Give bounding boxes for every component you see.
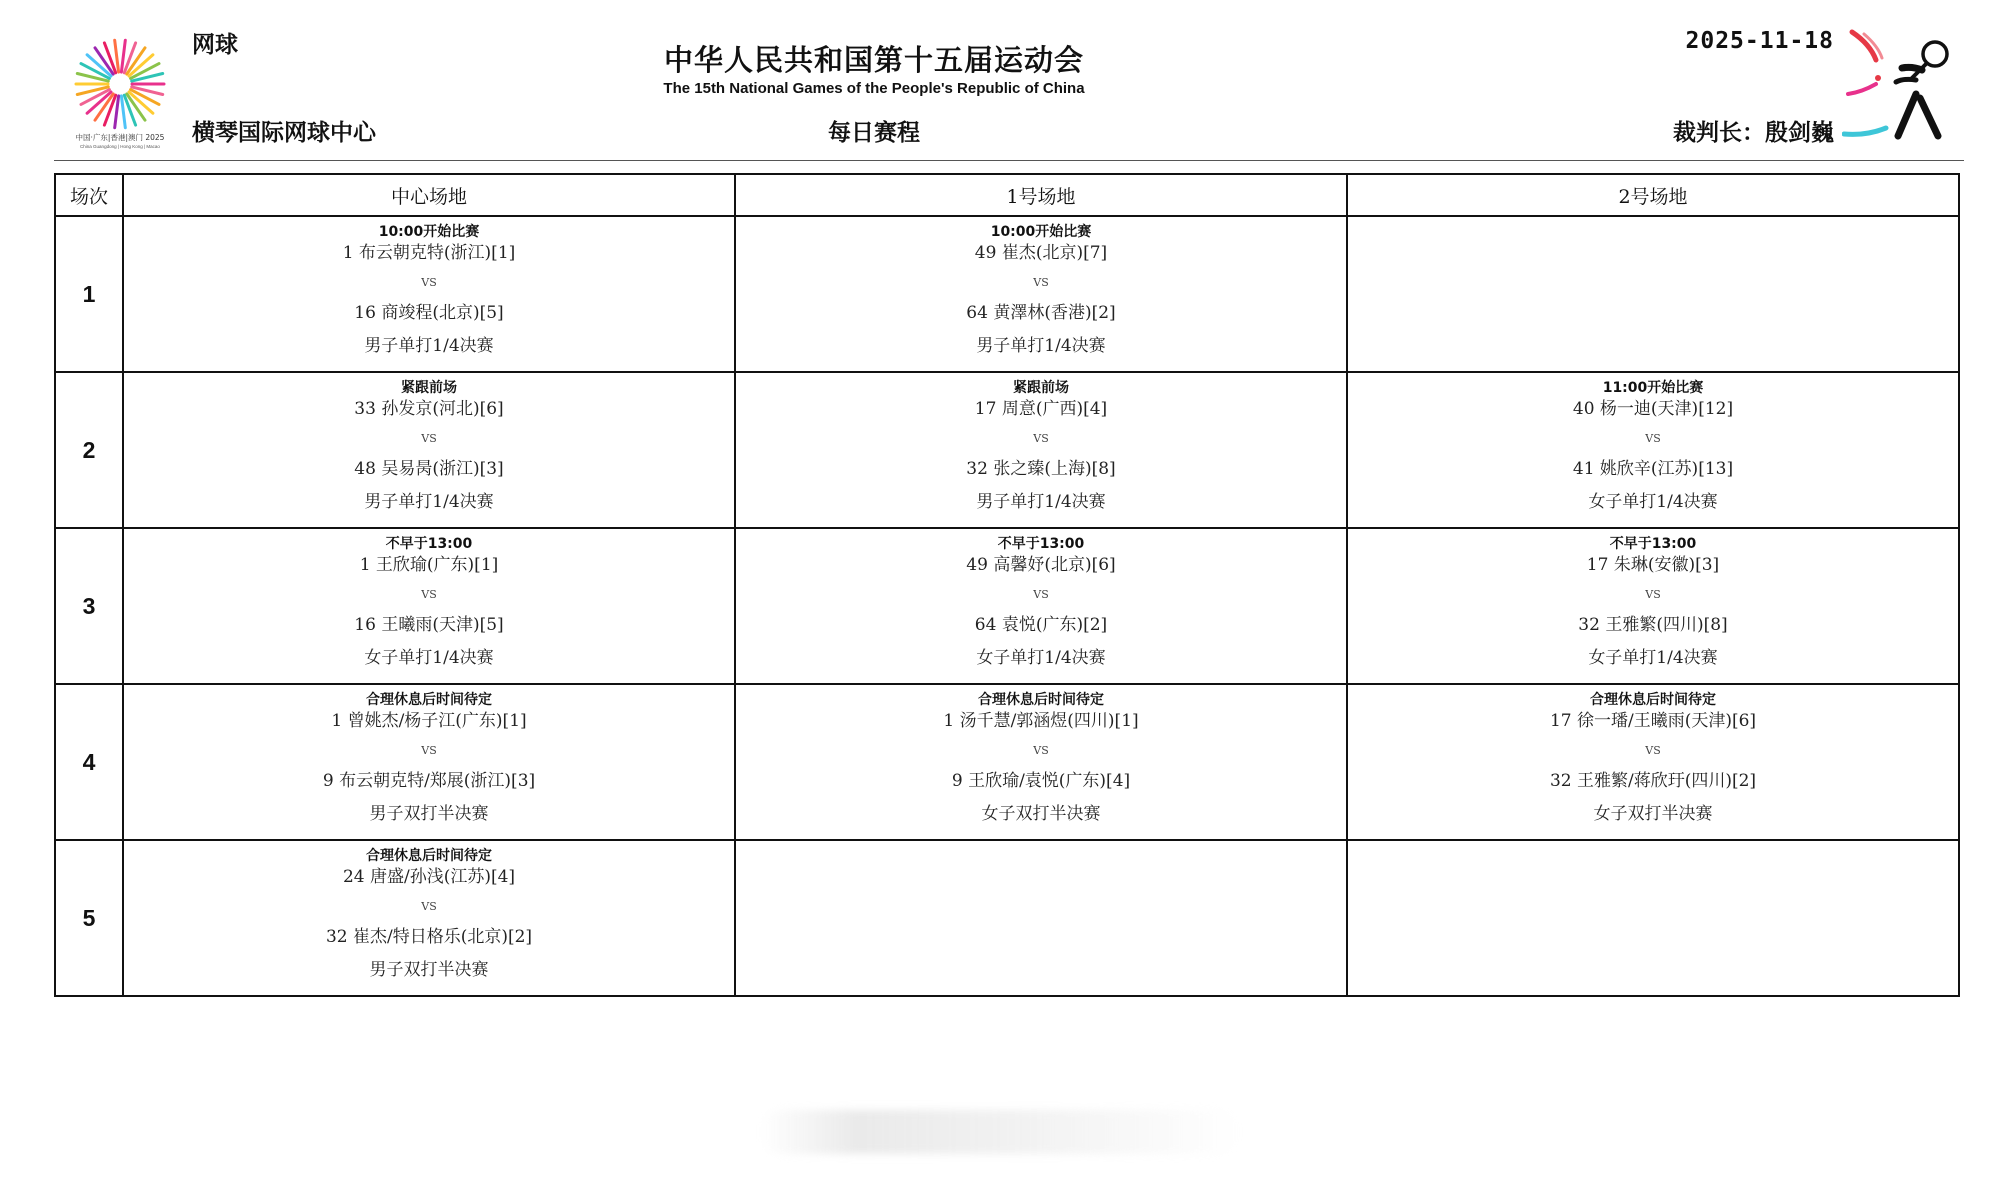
- match-cell: [1347, 372, 1959, 528]
- player-2: [736, 925, 1346, 949]
- round-number: 1: [55, 216, 123, 372]
- match-time: [1348, 217, 1958, 241]
- versus-label: VS: [421, 588, 437, 601]
- title-english: The 15th National Games of the People's Republic of China: [663, 80, 1085, 97]
- match-cell: [1347, 684, 1959, 840]
- logo-petal: [121, 40, 125, 72]
- event-name: 男子单打1/4决赛: [364, 336, 494, 356]
- event-name: 男子单打1/4决赛: [364, 492, 494, 512]
- versus-label: VS: [421, 900, 437, 913]
- player-1: 40 杨一迪(天津)[12]: [1572, 399, 1734, 419]
- versus-label: VS: [421, 744, 437, 757]
- column-header-court-1: 1号场地: [735, 174, 1347, 216]
- player-2: 64 黄澤林(香港)[2]: [966, 303, 1116, 323]
- player-1: [1348, 241, 1958, 265]
- player-1: 17 周意(广西)[4]: [974, 399, 1108, 419]
- match-time: 合理休息后时间待定: [1590, 692, 1716, 708]
- match-time: 10:00开始比赛: [378, 224, 480, 240]
- title-chinese: 中华人民共和国第十五届运动会: [663, 43, 1084, 77]
- match-info: [736, 373, 1346, 527]
- table-row: [55, 684, 1959, 840]
- match-cell: [735, 684, 1347, 840]
- player-1: 1 汤千慧/郭涵煜(四川)[1]: [943, 711, 1139, 731]
- match-time: 合理休息后时间待定: [366, 848, 492, 864]
- versus-label: VS: [421, 276, 437, 289]
- player-1: [1348, 865, 1958, 889]
- player-1: [736, 865, 1346, 889]
- event-name: 女子双打半决赛: [981, 804, 1101, 824]
- match-cell: [123, 684, 735, 840]
- event-name: 女子单打1/4决赛: [1588, 648, 1718, 668]
- sport-label: 网球: [192, 32, 238, 58]
- player-2: 41 姚欣辛(江苏)[13]: [1572, 459, 1734, 479]
- match-info: [736, 529, 1346, 683]
- venue-label: 横琴国际网球中心: [192, 120, 376, 146]
- match-cell: [735, 372, 1347, 528]
- table-row: [55, 528, 1959, 684]
- event-name: 男子双打半决赛: [369, 804, 489, 824]
- player-2: [1348, 925, 1958, 949]
- schedule-table: [54, 173, 1960, 997]
- versus-label: VS: [421, 432, 437, 445]
- table-row: [55, 840, 1959, 996]
- match-info: [1348, 373, 1958, 527]
- column-header-court-2: 2号场地: [1347, 174, 1959, 216]
- versus-label: [1348, 265, 1958, 301]
- table-header-row: [55, 174, 1959, 216]
- round-number: 5: [55, 840, 123, 996]
- player-1: 1 布云朝克特(浙江)[1]: [342, 243, 516, 263]
- tennis-pictogram-icon: [1842, 24, 1954, 150]
- event-name: 女子单打1/4决赛: [1588, 492, 1718, 512]
- logo-petal: [115, 96, 119, 128]
- match-time: 紧跟前场: [1013, 380, 1069, 396]
- player-1: 1 曾姚杰/杨子江(广东)[1]: [331, 711, 527, 731]
- versus-label: VS: [1645, 588, 1661, 601]
- match-info: [1348, 217, 1958, 371]
- match-time: 合理休息后时间待定: [366, 692, 492, 708]
- player-2: 48 吴易昺(浙江)[3]: [354, 459, 504, 479]
- versus-label: VS: [1033, 588, 1049, 601]
- player-2: 16 王曦雨(天津)[5]: [354, 615, 504, 635]
- match-time: 合理休息后时间待定: [978, 692, 1104, 708]
- versus-label: VS: [1645, 744, 1661, 757]
- event-name: 女子双打半决赛: [1593, 804, 1713, 824]
- match-info: [1348, 529, 1958, 683]
- event-name: 女子单打1/4决赛: [364, 648, 494, 668]
- player-2: 32 张之臻(上海)[8]: [966, 459, 1116, 479]
- logo-petal: [121, 96, 125, 128]
- referee-label: 裁判长：殷剑巍: [1673, 120, 1834, 146]
- header: [54, 18, 1964, 160]
- match-info: [124, 373, 734, 527]
- versus-label: VS: [1033, 432, 1049, 445]
- player-1: 49 崔杰(北京)[7]: [974, 243, 1108, 263]
- match-cell: [123, 528, 735, 684]
- player-1: 17 朱琳(安徽)[3]: [1586, 555, 1720, 575]
- event-name: 男子双打半决赛: [369, 960, 489, 980]
- versus-label: VS: [1033, 744, 1049, 757]
- player-1: 49 高馨妤(北京)[6]: [966, 555, 1116, 575]
- match-cell: [735, 216, 1347, 372]
- match-time: [1348, 841, 1958, 865]
- player-2: 9 王欣瑜/袁悦(广东)[4]: [951, 771, 1131, 791]
- schedule-date: 2025-11-18: [1685, 28, 1834, 54]
- match-time: 不早于13:00: [385, 536, 473, 552]
- match-cell: [1347, 840, 1959, 996]
- match-info: [124, 217, 734, 371]
- player-2: [1348, 301, 1958, 325]
- versus-label: [736, 889, 1346, 925]
- player-2: 16 商竣程(北京)[5]: [354, 303, 504, 323]
- logo-text: 中国·广东|香港|澳门 2025: [75, 133, 165, 142]
- table-row: [55, 216, 1959, 372]
- match-time: [736, 841, 1346, 865]
- table-row: [55, 372, 1959, 528]
- match-cell: [123, 840, 735, 996]
- round-number: 4: [55, 684, 123, 840]
- match-info: [736, 841, 1346, 995]
- event-title: [614, 38, 1134, 97]
- match-info: [124, 529, 734, 683]
- match-info: [1348, 841, 1958, 995]
- match-time: 11:00开始比赛: [1602, 380, 1704, 396]
- event-name: 男子单打1/4决赛: [976, 336, 1106, 356]
- match-cell: [123, 372, 735, 528]
- column-header-round: 场次: [55, 174, 123, 216]
- match-cell: [735, 840, 1347, 996]
- national-games-logo: [60, 22, 180, 150]
- player-2: 32 崔杰/特日格乐(北京)[2]: [325, 927, 533, 947]
- match-info: [736, 217, 1346, 371]
- player-2: 32 王雅繁/蒋欣玗(四川)[2]: [1549, 771, 1757, 791]
- player-1: 33 孙发京(河北)[6]: [354, 399, 504, 419]
- versus-label: VS: [1645, 432, 1661, 445]
- player-1: 1 王欣瑜(广东)[1]: [359, 555, 499, 575]
- daily-schedule-label: 每日赛程: [828, 120, 920, 146]
- blurred-watermark: [760, 1110, 1240, 1154]
- player-2: 32 王雅繁(四川)[8]: [1578, 615, 1728, 635]
- player-1: 24 唐盛/孙浅(江苏)[4]: [342, 867, 516, 887]
- player-1: 17 徐一璠/王曦雨(天津)[6]: [1549, 711, 1757, 731]
- event-name: 男子单打1/4决赛: [976, 492, 1106, 512]
- logo-subtext: China Guangdong | Hong Kong | Macao: [80, 144, 160, 149]
- match-info: [124, 685, 734, 839]
- logo-petal: [115, 40, 119, 72]
- column-header-center-court: 中心场地: [123, 174, 735, 216]
- match-time: 紧跟前场: [401, 380, 457, 396]
- match-info: [1348, 685, 1958, 839]
- match-cell: [123, 216, 735, 372]
- match-info: [736, 685, 1346, 839]
- header-divider: [54, 160, 1964, 161]
- match-cell: [1347, 216, 1959, 372]
- versus-label: [1348, 889, 1958, 925]
- round-number: 3: [55, 528, 123, 684]
- player-2: 9 布云朝克特/郑展(浙江)[3]: [322, 771, 536, 791]
- player-2: 64 袁悦(广东)[2]: [974, 615, 1108, 635]
- match-cell: [735, 528, 1347, 684]
- match-time: 不早于13:00: [1609, 536, 1697, 552]
- match-time: 不早于13:00: [997, 536, 1085, 552]
- event-name: 女子单打1/4决赛: [976, 648, 1106, 668]
- round-number: 2: [55, 372, 123, 528]
- versus-label: VS: [1033, 276, 1049, 289]
- match-info: [124, 841, 734, 995]
- match-cell: [1347, 528, 1959, 684]
- match-time: 10:00开始比赛: [990, 224, 1092, 240]
